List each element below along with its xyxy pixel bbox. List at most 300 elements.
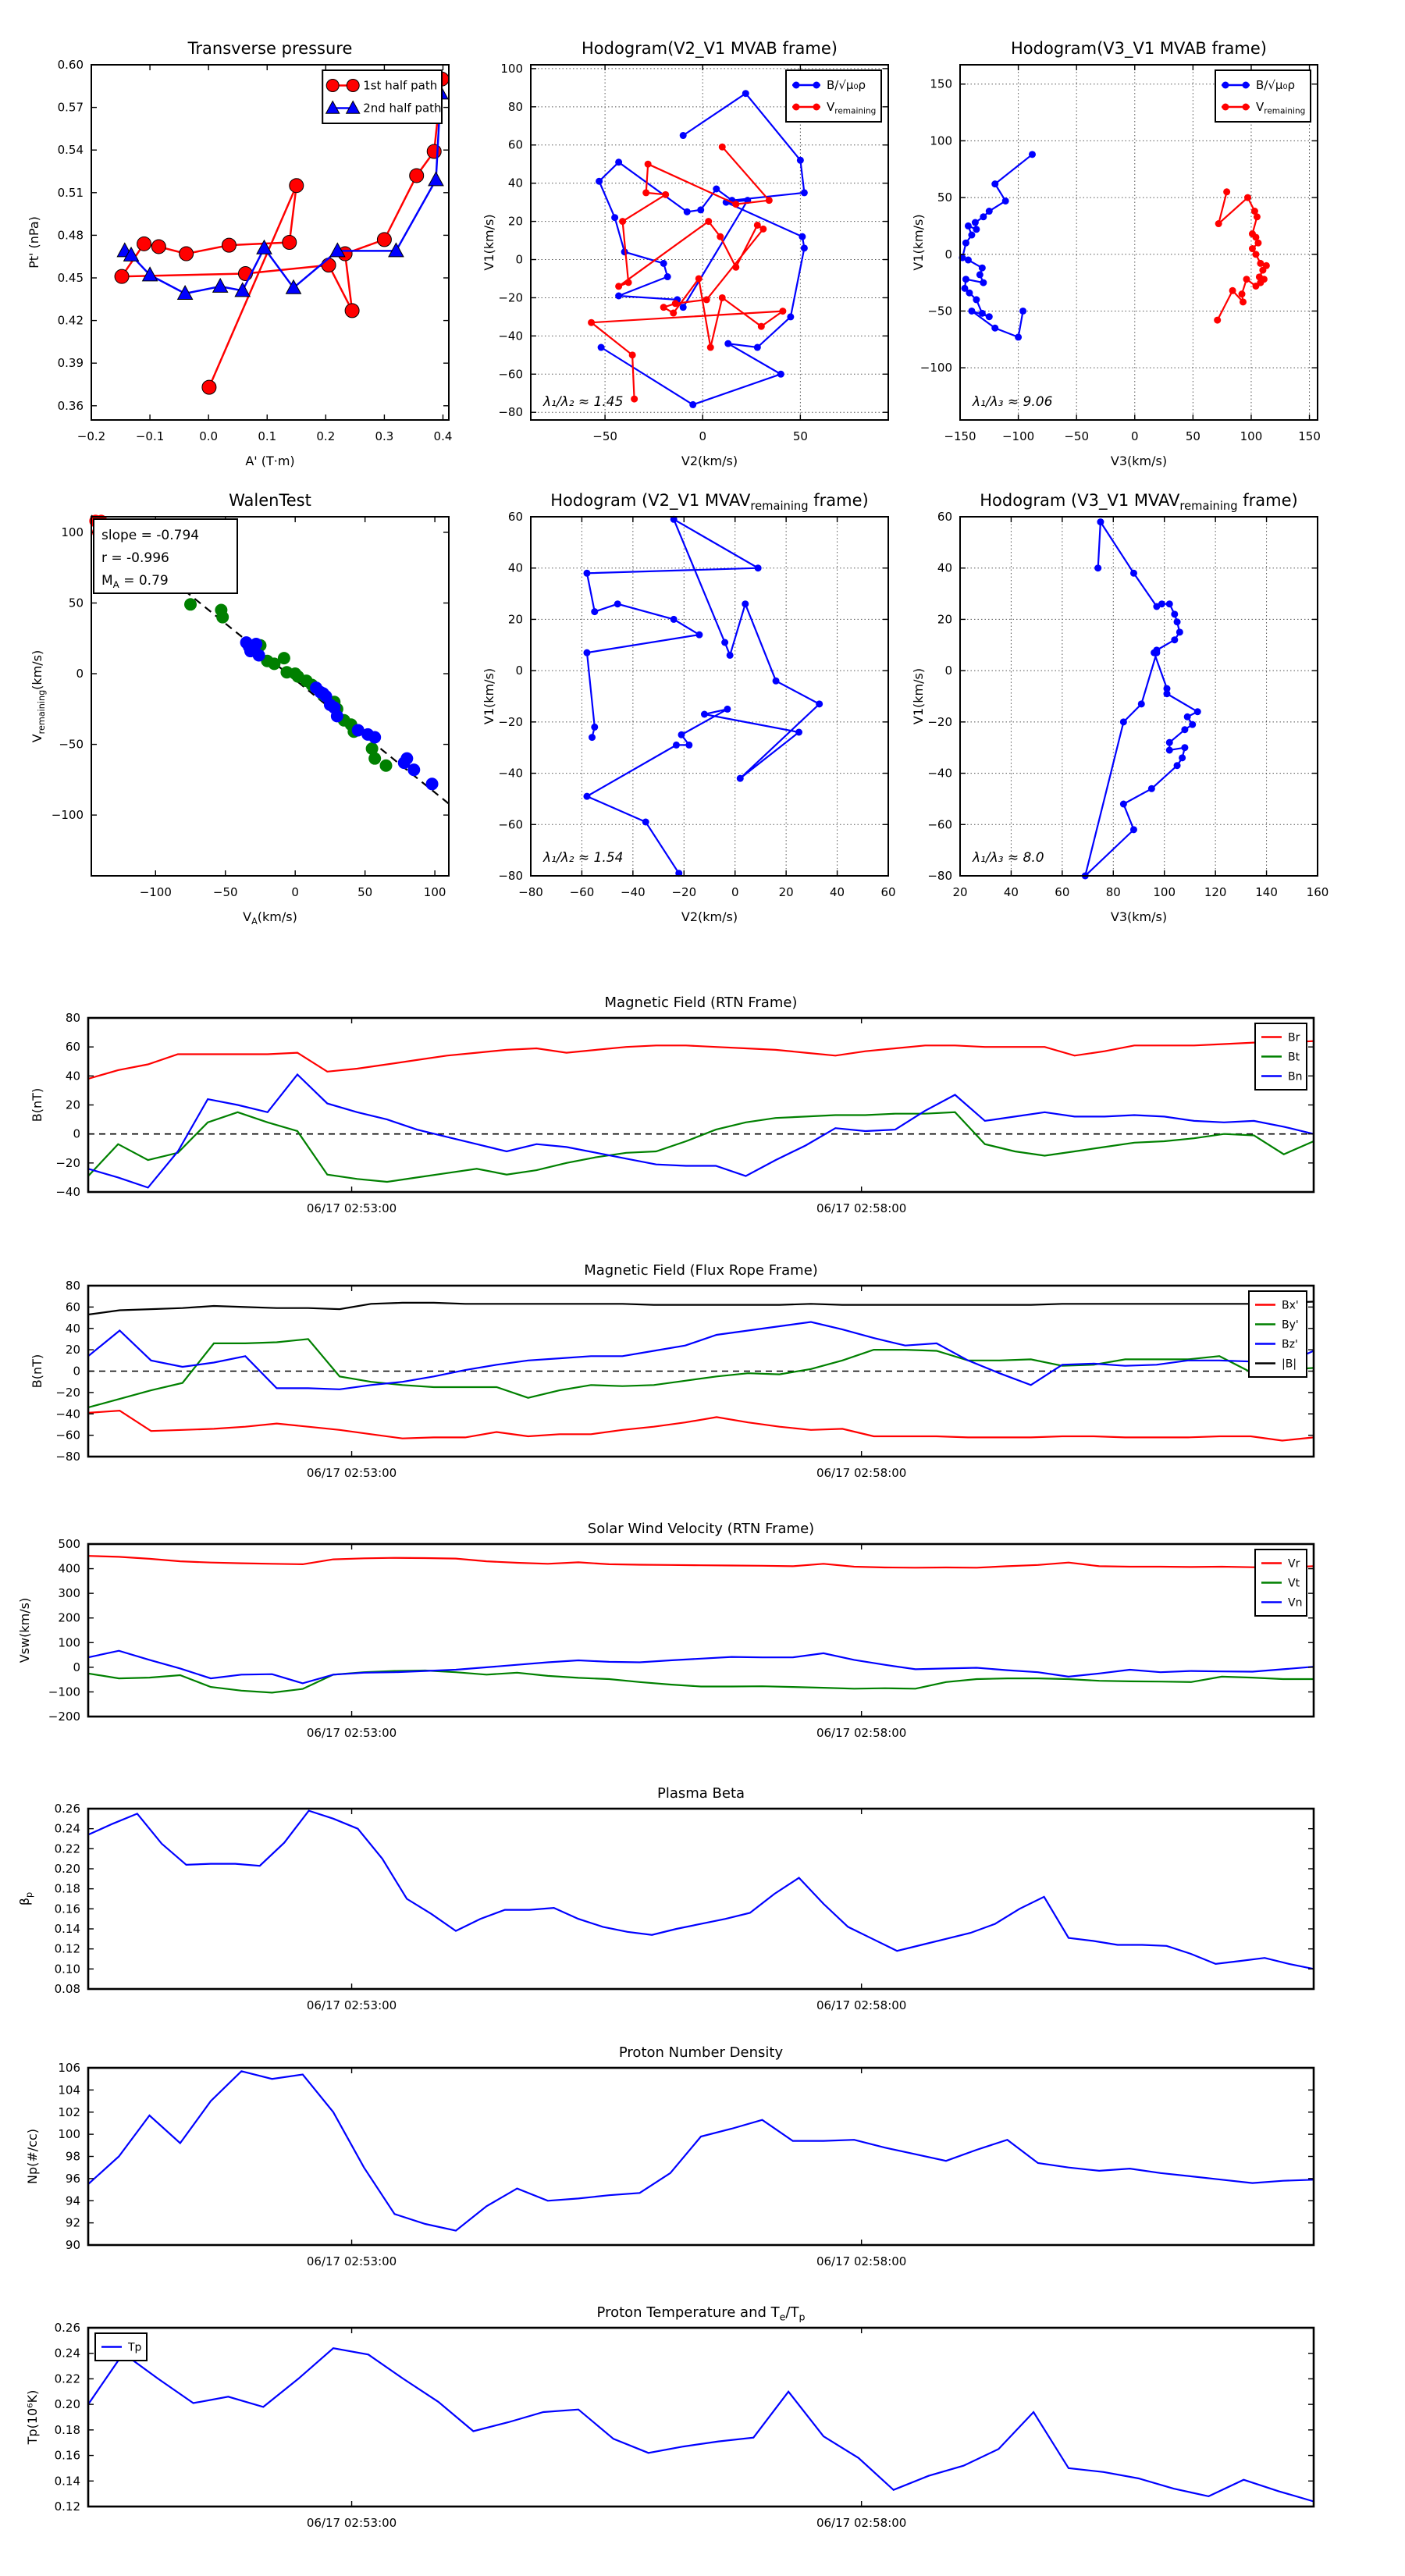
- y-tick-label: −80: [55, 1450, 80, 1464]
- circle-marker: [1138, 700, 1145, 707]
- circle-marker: [732, 201, 739, 208]
- circle-marker: [615, 283, 622, 290]
- y-tick-label: 100: [61, 525, 84, 539]
- circle-marker: [973, 226, 980, 233]
- x-tick-label: 0.3: [375, 429, 394, 443]
- circle-marker: [202, 380, 216, 394]
- y-axis-label: Pt' (nPa): [27, 216, 41, 269]
- legend-label: 2nd half path: [363, 101, 442, 116]
- circle-marker: [614, 600, 621, 607]
- circle-marker: [719, 294, 726, 301]
- circle-marker: [660, 260, 667, 267]
- y-tick-label: 60: [507, 137, 523, 152]
- y-tick-label: −20: [498, 714, 523, 729]
- circle-marker: [680, 304, 687, 311]
- circle-marker: [813, 104, 820, 111]
- chart-title: Hodogram (V3_V1 $MVAV_{remaining}$ frame): [980, 491, 1298, 513]
- y-tick-label: −50: [927, 304, 952, 318]
- circle-marker: [426, 777, 439, 790]
- y-tick-label: 0.26: [54, 2321, 80, 2335]
- circle-marker: [777, 371, 784, 378]
- legend-label: Bn: [1288, 1070, 1303, 1083]
- axes-frame: [88, 2068, 1314, 2245]
- y-tick-label: 0.12: [54, 1941, 80, 1956]
- y-tick-label: 0.57: [57, 100, 84, 115]
- x-tick-label: 160: [1306, 885, 1329, 899]
- legend-label: B/√μ₀ρ: [827, 78, 866, 92]
- circle-marker: [1002, 197, 1009, 205]
- circle-marker: [1243, 276, 1250, 283]
- x-tick-label: 0.4: [433, 429, 453, 443]
- circle-marker: [793, 104, 800, 111]
- circle-marker: [1015, 333, 1022, 340]
- circle-marker: [1181, 726, 1188, 733]
- circle-marker: [1094, 564, 1101, 571]
- x-tick-label: 06/17 02:58:00: [816, 2516, 907, 2530]
- x-tick-label: 40: [1003, 885, 1019, 899]
- x-tick-label: 100: [1240, 429, 1263, 443]
- x-tick-label: −150: [944, 429, 976, 443]
- circle-marker: [631, 396, 638, 403]
- chart-title: Solar Wind Velocity (RTN Frame): [587, 1521, 815, 1537]
- circle-marker: [972, 219, 979, 226]
- circle-marker: [278, 652, 290, 664]
- chart-vel-rtn: [17, 1521, 1314, 1740]
- series-first-half-path: [122, 79, 442, 387]
- series-Vn: [88, 1651, 1314, 1684]
- y-tick-label: −100: [51, 808, 84, 823]
- circle-marker: [986, 208, 993, 215]
- circle-marker: [1222, 82, 1229, 89]
- x-tick-label: 0: [291, 885, 299, 899]
- chart-title: WalenTest: [229, 491, 311, 510]
- legend: [1255, 1550, 1307, 1616]
- x-tick-label: 150: [1298, 429, 1321, 443]
- series-Tp: [88, 2348, 1314, 2501]
- chart-proton-temp: [25, 2304, 1314, 2530]
- circle-marker: [1166, 739, 1173, 746]
- circle-marker: [965, 257, 972, 264]
- circle-marker: [615, 292, 622, 299]
- y-tick-label: 0.12: [54, 2500, 80, 2514]
- x-tick-label: 100: [1153, 885, 1176, 899]
- y-tick-label: 40: [507, 176, 523, 190]
- y-tick-label: 200: [58, 1610, 80, 1625]
- circle-marker: [345, 304, 359, 318]
- circle-marker: [1214, 317, 1221, 324]
- x-tick-label: 0: [699, 429, 707, 443]
- circle-marker: [326, 80, 339, 92]
- y-tick-label: 50: [937, 190, 952, 205]
- legend: [1215, 70, 1311, 122]
- x-axis-label: A' (T·m): [245, 454, 295, 468]
- circle-marker: [427, 144, 441, 158]
- circle-marker: [816, 700, 823, 707]
- legend-label: Vr: [1288, 1557, 1300, 1571]
- circle-marker: [184, 598, 197, 610]
- circle-marker: [754, 344, 761, 351]
- circle-marker: [151, 240, 165, 254]
- legend-label: $V_{remaining}$: [827, 100, 877, 116]
- circle-marker: [1215, 220, 1222, 227]
- x-tick-label: 06/17 02:53:00: [306, 1998, 397, 2012]
- legend-label: |B|: [1282, 1357, 1297, 1371]
- x-tick-label: 40: [830, 885, 845, 899]
- circle-marker: [707, 344, 714, 351]
- circle-marker: [680, 132, 687, 139]
- legend: [95, 2333, 147, 2361]
- series-alfven-velocity: [1085, 522, 1197, 876]
- y-tick-label: −80: [498, 869, 523, 883]
- circle-marker: [642, 189, 649, 196]
- triangle-marker: [213, 279, 228, 293]
- circle-marker: [986, 313, 993, 320]
- circle-marker: [724, 706, 731, 713]
- circle-marker: [1176, 628, 1183, 635]
- circle-marker: [619, 218, 626, 225]
- circle-marker: [962, 240, 969, 247]
- y-tick-label: 0.20: [54, 1862, 80, 1876]
- y-tick-label: −60: [927, 817, 952, 832]
- y-tick-label: 0: [944, 247, 952, 262]
- y-tick-label: 40: [65, 1321, 80, 1336]
- legend-label: By': [1282, 1318, 1299, 1332]
- circle-marker: [1254, 213, 1261, 220]
- y-axis-label: V1(km/s): [482, 214, 496, 271]
- circle-marker: [347, 80, 359, 92]
- stats-box: [94, 519, 237, 593]
- y-tick-label: 102: [58, 2105, 80, 2119]
- circle-marker: [1223, 188, 1230, 195]
- series-alfven-velocity: [587, 519, 820, 873]
- y-tick-label: 300: [58, 1586, 80, 1601]
- y-tick-label: 0.14: [54, 2474, 80, 2489]
- x-tick-label: 80: [1105, 885, 1121, 899]
- chart-title: Plasma Beta: [656, 1785, 745, 1802]
- axes-frame: [960, 517, 1318, 876]
- y-axis-label: Np(#/cc): [25, 2129, 40, 2184]
- x-tick-label: −0.2: [76, 429, 106, 443]
- y-tick-label: 20: [65, 1098, 80, 1112]
- y-tick-label: 80: [65, 1279, 80, 1293]
- x-axis-label: V2(km/s): [681, 909, 738, 924]
- circle-marker: [727, 652, 734, 659]
- circle-marker: [719, 144, 726, 151]
- circle-marker: [673, 742, 680, 749]
- circle-marker: [1029, 151, 1036, 158]
- y-tick-label: 20: [65, 1343, 80, 1357]
- circle-marker: [583, 793, 590, 800]
- triangle-marker: [429, 172, 443, 186]
- circle-marker: [368, 753, 381, 765]
- y-tick-label: 20: [507, 612, 523, 627]
- y-tick-label: 150: [930, 76, 952, 91]
- circle-marker: [976, 271, 984, 278]
- y-tick-label: 96: [65, 2171, 80, 2186]
- circle-marker: [377, 233, 391, 247]
- x-tick-label: −0.1: [135, 429, 165, 443]
- circle-marker: [1163, 690, 1170, 697]
- y-tick-label: 0.14: [54, 1922, 80, 1936]
- x-tick-label: −80: [518, 885, 543, 899]
- y-tick-label: 100: [58, 1635, 80, 1650]
- x-tick-label: 0.1: [258, 429, 277, 443]
- x-tick-label: −40: [621, 885, 646, 899]
- circle-marker: [331, 710, 343, 722]
- circle-marker: [795, 729, 802, 736]
- circle-marker: [1252, 283, 1259, 290]
- y-tick-label: 80: [507, 99, 523, 114]
- legend-label: B/√μ₀ρ: [1256, 78, 1295, 92]
- circle-marker: [980, 213, 987, 220]
- x-tick-label: 06/17 02:58:00: [816, 2254, 907, 2268]
- circle-marker: [664, 273, 671, 280]
- x-tick-label: 0: [1131, 429, 1139, 443]
- circle-marker: [1252, 251, 1259, 258]
- circle-marker: [660, 304, 667, 311]
- circle-marker: [793, 82, 800, 89]
- lambda-annotation: λ₁/λ₃ ≈ 8.0: [973, 850, 1044, 866]
- y-tick-label: 0: [944, 664, 952, 678]
- circle-marker: [250, 638, 262, 650]
- circle-marker: [1097, 518, 1104, 525]
- circle-marker: [670, 310, 677, 317]
- x-axis-label: V2(km/s): [681, 454, 738, 468]
- y-tick-label: 0.24: [54, 2346, 80, 2361]
- circle-marker: [773, 678, 780, 685]
- y-tick-label: 60: [507, 510, 523, 524]
- legend: [1249, 1291, 1307, 1377]
- circle-marker: [1240, 298, 1247, 305]
- y-axis-label: V1(km/s): [911, 214, 926, 271]
- circle-marker: [180, 247, 194, 261]
- circle-marker: [801, 189, 808, 196]
- series-B-magnitude: [88, 1299, 1314, 1315]
- circle-marker: [591, 608, 598, 615]
- y-tick-label: −20: [927, 714, 952, 729]
- circle-marker: [721, 639, 728, 646]
- circle-marker: [1171, 610, 1178, 617]
- y-tick-label: −100: [919, 361, 952, 375]
- circle-marker: [629, 351, 636, 358]
- y-tick-label: 0.20: [54, 2397, 80, 2412]
- y-tick-label: 0: [515, 664, 523, 678]
- circle-marker: [642, 819, 649, 826]
- x-tick-label: −50: [212, 885, 238, 899]
- x-tick-label: 50: [1185, 429, 1200, 443]
- y-tick-label: −80: [927, 869, 952, 883]
- circle-marker: [1229, 287, 1236, 294]
- y-tick-label: −80: [498, 405, 523, 420]
- series-Br: [88, 1041, 1314, 1079]
- y-tick-label: 0.39: [57, 356, 84, 371]
- y-tick-label: 0: [73, 1364, 80, 1379]
- circle-marker: [813, 82, 820, 89]
- y-tick-label: 20: [937, 612, 952, 627]
- circle-marker: [968, 308, 975, 315]
- chart-hodogram-v2v1-mvab: [482, 39, 888, 468]
- circle-marker: [322, 258, 336, 272]
- x-tick-label: 100: [423, 885, 446, 899]
- stats-line: $M_A = 0.79$: [101, 573, 169, 591]
- legend-label: Bx': [1282, 1299, 1299, 1312]
- circle-marker: [1194, 708, 1201, 715]
- y-tick-label: −40: [55, 1185, 80, 1199]
- series-Bn: [88, 1075, 1314, 1188]
- circle-marker: [695, 632, 702, 639]
- legend-label: Tp: [128, 2341, 142, 2354]
- x-tick-label: 50: [357, 885, 373, 899]
- circle-marker: [1239, 290, 1246, 297]
- x-tick-label: −60: [569, 885, 595, 899]
- circle-marker: [1174, 618, 1181, 625]
- y-tick-label: 0.18: [54, 2422, 80, 2437]
- x-tick-label: 06/17 02:58:00: [816, 1201, 907, 1215]
- circle-marker: [611, 214, 618, 221]
- circle-marker: [1181, 744, 1188, 751]
- circle-marker: [588, 319, 595, 326]
- circle-marker: [779, 308, 786, 315]
- y-axis-label: Tp(10⁶K): [25, 2389, 40, 2445]
- circle-marker: [799, 233, 806, 240]
- circle-marker: [222, 238, 236, 252]
- x-tick-label: −100: [1001, 429, 1035, 443]
- series-v-remaining: [592, 147, 783, 399]
- y-tick-label: 40: [937, 560, 952, 575]
- y-tick-label: −60: [55, 1428, 80, 1443]
- series-Bt: [88, 1112, 1314, 1182]
- x-tick-label: 140: [1255, 885, 1278, 899]
- circle-marker: [684, 208, 691, 215]
- y-tick-label: 40: [507, 560, 523, 575]
- series-alfven-velocity: [599, 94, 805, 405]
- circle-marker: [1189, 721, 1196, 728]
- chart-title: Transverse pressure: [187, 39, 353, 58]
- circle-marker: [991, 180, 998, 187]
- lambda-annotation: λ₁/λ₃ ≈ 9.06: [973, 394, 1053, 410]
- circle-marker: [670, 616, 678, 623]
- y-tick-label: 100: [930, 133, 952, 148]
- y-tick-label: 0: [73, 1660, 80, 1674]
- circle-marker: [979, 310, 986, 317]
- y-tick-label: 0.18: [54, 1881, 80, 1896]
- circle-marker: [1243, 82, 1250, 89]
- y-tick-label: 0.22: [54, 1841, 80, 1856]
- stats-line: slope = -0.794: [101, 528, 200, 543]
- circle-marker: [689, 401, 696, 408]
- chart-title: Hodogram(V3_V1 MVAB frame): [1011, 39, 1267, 58]
- circle-marker: [1153, 649, 1160, 656]
- x-tick-label: 06/17 02:53:00: [306, 2254, 397, 2268]
- circle-marker: [1130, 570, 1137, 577]
- x-tick-label: 0: [731, 885, 739, 899]
- circle-marker: [1174, 762, 1181, 769]
- y-tick-label: −40: [927, 766, 952, 781]
- y-tick-label: 60: [65, 1040, 80, 1055]
- chart-mag-rtn: [30, 994, 1314, 1215]
- chart-hodogram-v2v1-mvav: [482, 491, 896, 924]
- circle-marker: [407, 763, 420, 776]
- circle-marker: [596, 178, 603, 185]
- y-tick-label: 0.22: [54, 2371, 80, 2386]
- chart-title: Magnetic Field (Flux Rope Frame): [584, 1262, 818, 1279]
- circle-marker: [583, 570, 590, 577]
- y-tick-label: 92: [65, 2215, 80, 2230]
- y-tick-label: −100: [48, 1685, 80, 1699]
- y-tick-label: 0.60: [57, 58, 84, 72]
- legend: [322, 70, 442, 123]
- circle-marker: [966, 290, 973, 297]
- circle-marker: [1166, 600, 1173, 607]
- circle-marker: [695, 275, 702, 282]
- y-tick-label: 0.45: [57, 271, 84, 285]
- circle-marker: [410, 169, 424, 183]
- circle-marker: [754, 222, 761, 229]
- x-tick-label: 06/17 02:58:00: [816, 1998, 907, 2012]
- y-axis-label: V1(km/s): [911, 667, 926, 725]
- x-tick-label: 120: [1204, 885, 1227, 899]
- x-tick-label: 06/17 02:58:00: [816, 1726, 907, 1740]
- chart-title: Proton Temperature and $T_e/T_p$: [596, 2304, 806, 2323]
- circle-marker: [724, 340, 731, 347]
- chart-transverse-pressure: [27, 39, 452, 468]
- circle-marker: [962, 276, 969, 283]
- y-axis-label: V1(km/s): [482, 667, 496, 725]
- y-tick-label: 50: [68, 596, 84, 610]
- chart-hodogram-v3v1-mvab: [911, 39, 1321, 468]
- y-tick-label: 106: [58, 2061, 80, 2075]
- x-tick-label: 60: [880, 885, 896, 899]
- x-tick-label: 60: [1055, 885, 1070, 899]
- y-tick-label: 0.36: [57, 398, 84, 413]
- circle-marker: [1244, 194, 1251, 201]
- circle-marker: [1179, 754, 1186, 761]
- y-tick-label: −60: [498, 817, 523, 832]
- y-axis-label: $\beta_p$: [17, 1891, 34, 1906]
- x-tick-label: 06/17 02:53:00: [306, 1201, 397, 1215]
- circle-marker: [368, 731, 381, 744]
- y-tick-label: 60: [937, 510, 952, 524]
- x-tick-label: 0.0: [199, 429, 219, 443]
- circle-marker: [705, 218, 712, 225]
- y-tick-label: −40: [55, 1407, 80, 1421]
- y-tick-label: 104: [58, 2083, 80, 2097]
- y-tick-label: 0.26: [54, 1802, 80, 1816]
- y-tick-label: 40: [65, 1069, 80, 1083]
- circle-marker: [583, 649, 590, 656]
- circle-marker: [755, 564, 762, 571]
- chart-title: Hodogram(V2_V1 MVAB frame): [582, 39, 838, 58]
- circle-marker: [973, 296, 980, 303]
- y-tick-label: −40: [498, 766, 523, 781]
- legend-label: Bt: [1288, 1051, 1300, 1064]
- y-tick-label: −50: [59, 737, 84, 752]
- circle-marker: [678, 731, 685, 738]
- x-tick-label: 06/17 02:58:00: [816, 1466, 907, 1480]
- y-tick-label: 0.24: [54, 1821, 80, 1836]
- y-tick-label: 0: [76, 667, 84, 681]
- x-axis-label: V3(km/s): [1110, 909, 1168, 924]
- circle-marker: [216, 611, 229, 624]
- y-tick-label: −200: [48, 1710, 80, 1724]
- y-tick-label: 94: [65, 2194, 80, 2208]
- lambda-annotation: λ₁/λ₂ ≈ 1.54: [543, 850, 624, 866]
- circle-marker: [672, 300, 679, 307]
- lambda-annotation: λ₁/λ₂ ≈ 1.45: [543, 394, 624, 410]
- legend-label: Br: [1288, 1031, 1300, 1044]
- y-tick-label: 0.16: [54, 1902, 80, 1916]
- x-tick-label: 06/17 02:53:00: [306, 2516, 397, 2530]
